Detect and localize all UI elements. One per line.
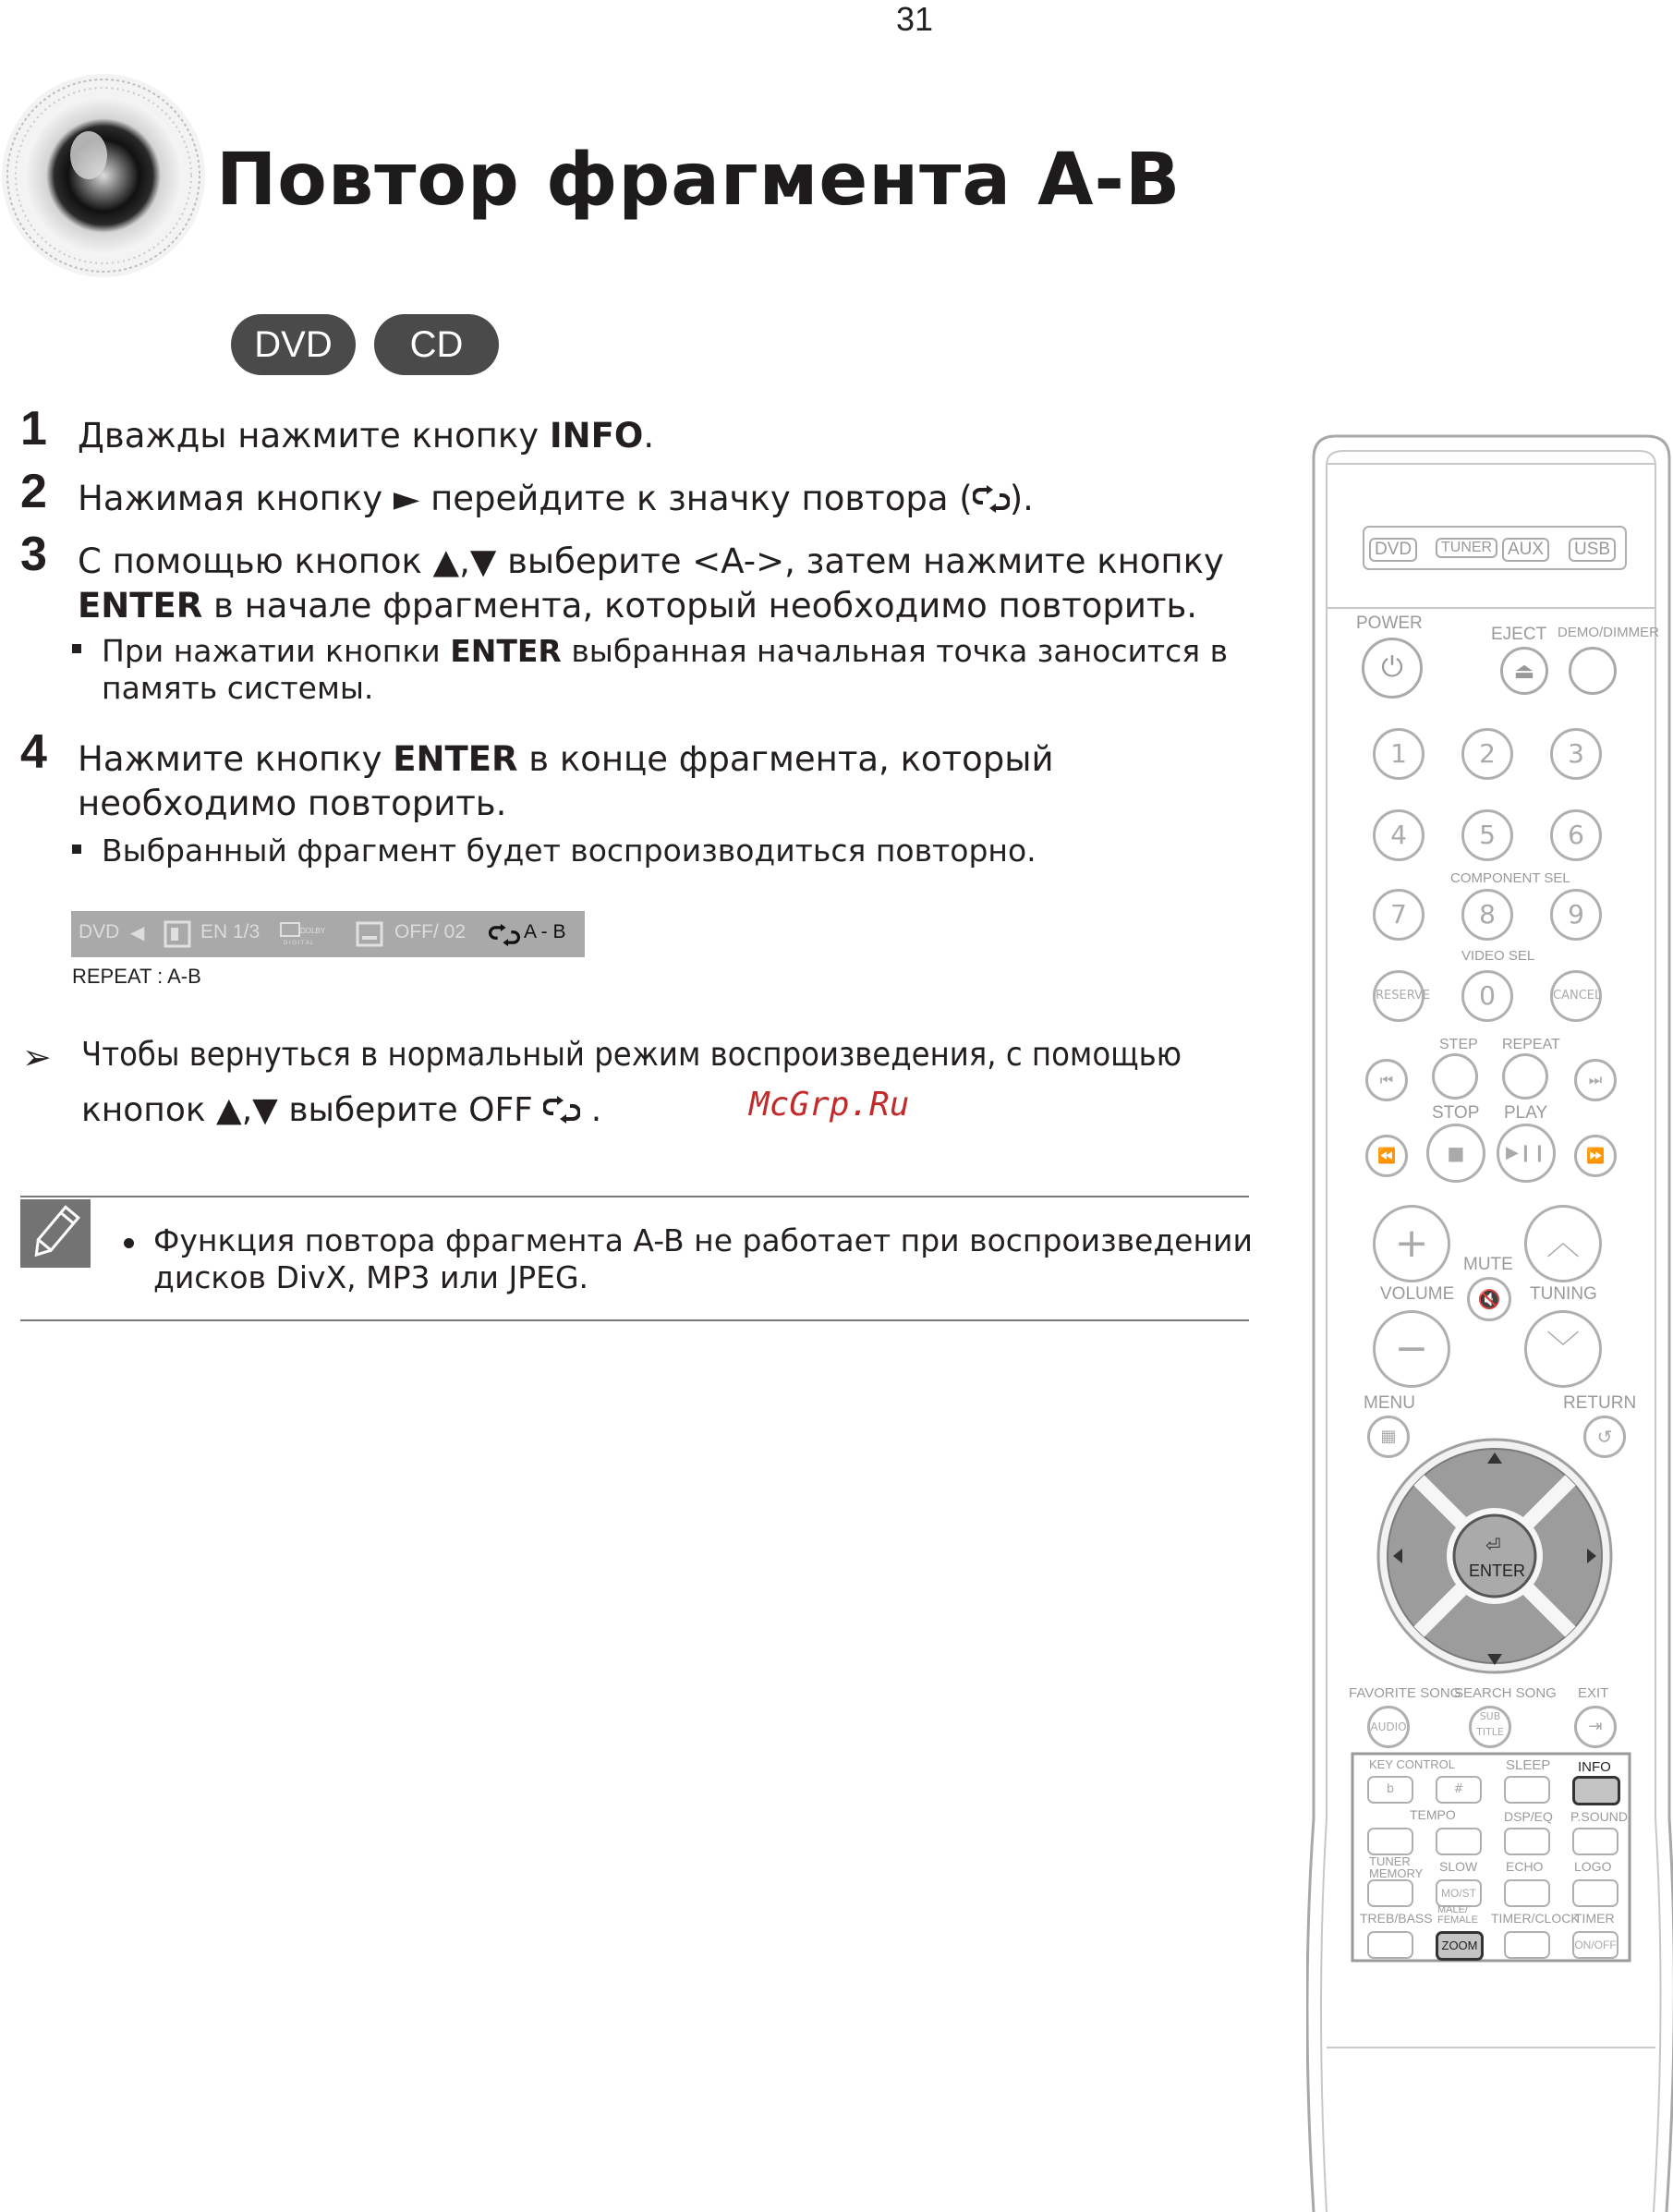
zoom-button[interactable]: ZOOM (1436, 1931, 1484, 1961)
chevron-down-icon: ﹀ (1546, 1330, 1580, 1367)
tuner-memory-button[interactable] (1367, 1879, 1413, 1907)
enter-label: ENTER (1469, 1562, 1526, 1580)
tempo-up-button[interactable] (1436, 1828, 1482, 1855)
video-sel-label: VIDEO SEL (1461, 948, 1535, 964)
note-line1: Функция повтора фрагмента A-B не работает при воспроизведении (153, 1222, 1253, 1258)
step-button[interactable] (1432, 1053, 1478, 1100)
dsp-eq-button[interactable] (1504, 1828, 1550, 1855)
step-3-number: 3 (20, 528, 47, 581)
exit-button[interactable] (1574, 1706, 1617, 1748)
digit-4-button[interactable]: 4 (1373, 809, 1424, 861)
subtitle-button[interactable]: SUB TITLE (1469, 1706, 1511, 1748)
echo-label: ECHO (1506, 1859, 1544, 1874)
play-pause-icon: ▶❙❙ (1505, 1143, 1546, 1162)
pencil-note-icon (20, 1199, 91, 1268)
digit-5-button[interactable]: 5 (1461, 809, 1513, 861)
right-button[interactable] (1558, 1515, 1604, 1597)
info-button[interactable] (1572, 1776, 1620, 1805)
play-label: PLAY (1504, 1103, 1548, 1123)
skip-forward-icon: ⏭ (1588, 1071, 1603, 1088)
tip-line2: кнопок ▲,▼ выберите OFF . (81, 1091, 602, 1129)
cd-badge: CD (374, 314, 499, 375)
stop-button[interactable] (1426, 1124, 1485, 1183)
digit-6-button[interactable]: 6 (1550, 809, 1602, 861)
key-sharp-button[interactable]: # (1436, 1776, 1482, 1804)
repeat-icon (973, 484, 1010, 514)
p-sound-label: P.SOUND (1570, 1809, 1628, 1824)
usb-source-button[interactable]: USB (1569, 538, 1616, 562)
divider (20, 1196, 1249, 1197)
repeat-label: REPEAT (1502, 1037, 1560, 1052)
enter-icon: ⏎ (1485, 1534, 1501, 1556)
step-3-bullet-line2: память системы. (102, 670, 374, 706)
search-song-label: SEARCH SONG (1454, 1685, 1557, 1701)
timer-label: TIMER (1574, 1911, 1615, 1926)
sleep-label: SLEEP (1506, 1757, 1551, 1773)
step-3-text-line2: ENTER в начале фрагмента, который необходимо повторить. (78, 586, 1198, 626)
watermark: McGrp.Ru (749, 1086, 910, 1124)
mute-icon: 🔇 (1477, 1288, 1501, 1310)
subtitle-icon (356, 920, 383, 948)
return-icon: ↺ (1596, 1426, 1613, 1448)
menu-label: MENU (1364, 1393, 1415, 1413)
reserve-button[interactable]: RESERVE (1373, 970, 1424, 1022)
repeat-button[interactable] (1502, 1053, 1548, 1100)
logo-button[interactable] (1572, 1879, 1618, 1907)
p-sound-button[interactable] (1572, 1828, 1618, 1855)
step-3-text-line1: С помощью кнопок ▲,▼ выберите <A->, затем нажмите кнопку (78, 541, 1224, 581)
digit-0-button[interactable]: 0 (1461, 970, 1513, 1022)
return-label: RETURN (1563, 1393, 1637, 1413)
step-1-text: Дважды нажмите кнопку INFO. (78, 416, 655, 456)
osd-subtitle: OFF/ 02 (394, 921, 467, 942)
rewind-icon: ⏪ (1377, 1147, 1396, 1164)
logo-label: LOGO (1574, 1859, 1612, 1874)
tempo-label: TEMPO (1410, 1807, 1456, 1822)
svg-text:DOLBY: DOLBY (300, 927, 326, 935)
mute-label: MUTE (1463, 1255, 1513, 1274)
step-2-number: 2 (20, 465, 47, 518)
osd-dvd: DVD (79, 921, 120, 942)
step-4-text-line2: необходимо повторить. (78, 784, 507, 823)
step-2-text: Нажимая кнопку ► перейдите к значку повтора ( ). (78, 479, 1034, 518)
arrow-tip-icon: ➢ (22, 1037, 52, 1077)
key-control-label: KEY CONTROL (1369, 1757, 1455, 1771)
slow-label: SLOW (1439, 1859, 1478, 1874)
volume-up-button[interactable] (1373, 1205, 1450, 1282)
info-label: INFO (1578, 1759, 1611, 1775)
osd-audio: EN 1/3 (200, 921, 261, 942)
stop-label: STOP (1432, 1103, 1480, 1123)
fast-forward-icon: ⏩ (1586, 1147, 1605, 1164)
skip-forward-button[interactable] (1574, 1059, 1617, 1101)
tip-line1: Чтобы вернуться в нормальный режим воспроизведения, с помощью (81, 1036, 1182, 1074)
dvd-source-button[interactable]: DVD (1369, 538, 1417, 562)
male-female-label: MALE/ FEMALE (1437, 1904, 1479, 1926)
audio-button[interactable]: AUDIO (1367, 1706, 1410, 1748)
rewind-button[interactable] (1365, 1135, 1408, 1177)
favorite-song-label: FAVORITE SONG (1349, 1685, 1461, 1701)
note-box (20, 1199, 91, 1268)
demo-dimmer-button[interactable] (1569, 647, 1617, 695)
skip-back-icon: ⏮ (1379, 1071, 1394, 1088)
volume-label: VOLUME (1380, 1284, 1455, 1304)
bullet-square (72, 644, 81, 653)
left-arrow-icon: ◀ (130, 923, 145, 943)
chevron-up-icon: ︿ (1546, 1224, 1580, 1262)
step-1-number: 1 (20, 402, 47, 456)
echo-button[interactable] (1504, 1879, 1550, 1907)
volume-down-button[interactable] (1373, 1310, 1450, 1388)
tuning-up-button[interactable] (1524, 1205, 1602, 1282)
exit-label: EXIT (1578, 1685, 1609, 1701)
cancel-button[interactable]: CANCEL (1550, 970, 1602, 1022)
minus-icon: − (1394, 1325, 1429, 1372)
timer-on-off-button[interactable]: ON/OFF (1572, 1931, 1618, 1959)
left-button[interactable] (1386, 1515, 1432, 1597)
timer-clock-label: TIMER/CLOCK (1491, 1911, 1580, 1926)
stop-icon: ■ (1447, 1142, 1465, 1164)
tuning-down-button[interactable] (1524, 1310, 1602, 1388)
digit-9-button[interactable]: 9 (1550, 889, 1602, 941)
digit-7-button[interactable]: 7 (1373, 889, 1424, 941)
up-button[interactable] (1454, 1445, 1535, 1491)
repeat-icon (543, 1095, 580, 1124)
menu-icon: ▦ (1380, 1427, 1397, 1446)
osd-bar (71, 911, 585, 957)
skip-back-button[interactable] (1365, 1059, 1408, 1101)
osd-repeat: A - B (524, 921, 566, 942)
repeat-icon (489, 923, 520, 947)
step-4-text-line1: Нажмите кнопку ENTER в конце фрагмента, который (78, 739, 1054, 779)
eject-icon: ⏏ (1513, 658, 1535, 684)
dolby-digital-logo (280, 922, 337, 946)
audio-icon (164, 920, 191, 948)
key-flat-button[interactable]: b (1367, 1776, 1413, 1804)
return-button[interactable] (1583, 1416, 1626, 1458)
bullet-square (72, 845, 81, 854)
step-4-number: 4 (20, 725, 47, 779)
exit-icon: ⇥ (1588, 1717, 1603, 1736)
digit-3-button[interactable]: 3 (1550, 728, 1602, 780)
svg-text:D I G I T A L: D I G I T A L (284, 941, 314, 946)
plus-icon: + (1394, 1220, 1429, 1267)
page-title: Повтор фрагмента A-B (216, 139, 1182, 222)
step-3-bullet-line1: При нажатии кнопки ENTER выбранная начальная точка заносится в (102, 633, 1229, 669)
digit-8-button[interactable]: 8 (1461, 889, 1513, 941)
tuner-memory-label: TUNER MEMORY (1369, 1854, 1424, 1880)
treb-bass-label: TREB/BASS (1360, 1911, 1433, 1926)
demo-dimmer-label: DEMO/DIMMER (1558, 625, 1659, 640)
power-button[interactable] (1362, 638, 1423, 699)
treb-bass-button[interactable] (1367, 1931, 1413, 1959)
divider (20, 1319, 1249, 1321)
menu-button[interactable] (1367, 1416, 1410, 1458)
digit-2-button[interactable]: 2 (1461, 728, 1513, 780)
down-button[interactable] (1454, 1623, 1535, 1669)
eject-button[interactable] (1500, 647, 1548, 695)
digit-1-button[interactable]: 1 (1373, 728, 1424, 780)
step-label: STEP (1439, 1037, 1478, 1052)
note-line2: дисков DivX, MP3 или JPEG. (153, 1259, 589, 1295)
sleep-button[interactable] (1504, 1776, 1550, 1804)
tempo-down-button[interactable] (1367, 1828, 1413, 1855)
power-label: POWER (1356, 614, 1423, 633)
step-4-bullet: Выбранный фрагмент будет воспроизводиться повторно. (102, 833, 1037, 869)
bullet-dot (124, 1238, 134, 1248)
aux-source-button[interactable]: AUX (1502, 538, 1549, 562)
timer-clock-button[interactable] (1504, 1931, 1550, 1959)
mute-button[interactable] (1467, 1277, 1511, 1321)
enter-button[interactable] (1454, 1515, 1535, 1597)
tuning-label: TUNING (1530, 1284, 1597, 1304)
page-number: 31 (895, 0, 934, 38)
slow-mo-st-button[interactable]: MO/ST (1436, 1879, 1482, 1907)
play-pause-button[interactable] (1497, 1124, 1556, 1183)
tuner-source-button[interactable]: TUNER (1436, 538, 1497, 558)
dvd-badge: DVD (231, 314, 356, 375)
disc-icon (0, 72, 208, 280)
dsp-eq-label: DSP/EQ (1504, 1809, 1553, 1824)
osd-caption: REPEAT : A-B (72, 965, 201, 988)
fast-forward-button[interactable] (1574, 1135, 1617, 1177)
component-sel-label: COMPONENT SEL (1450, 870, 1570, 886)
remote-control (1306, 432, 1673, 2212)
eject-label: EJECT (1491, 625, 1547, 644)
power-icon: ⏻ (1381, 651, 1403, 684)
